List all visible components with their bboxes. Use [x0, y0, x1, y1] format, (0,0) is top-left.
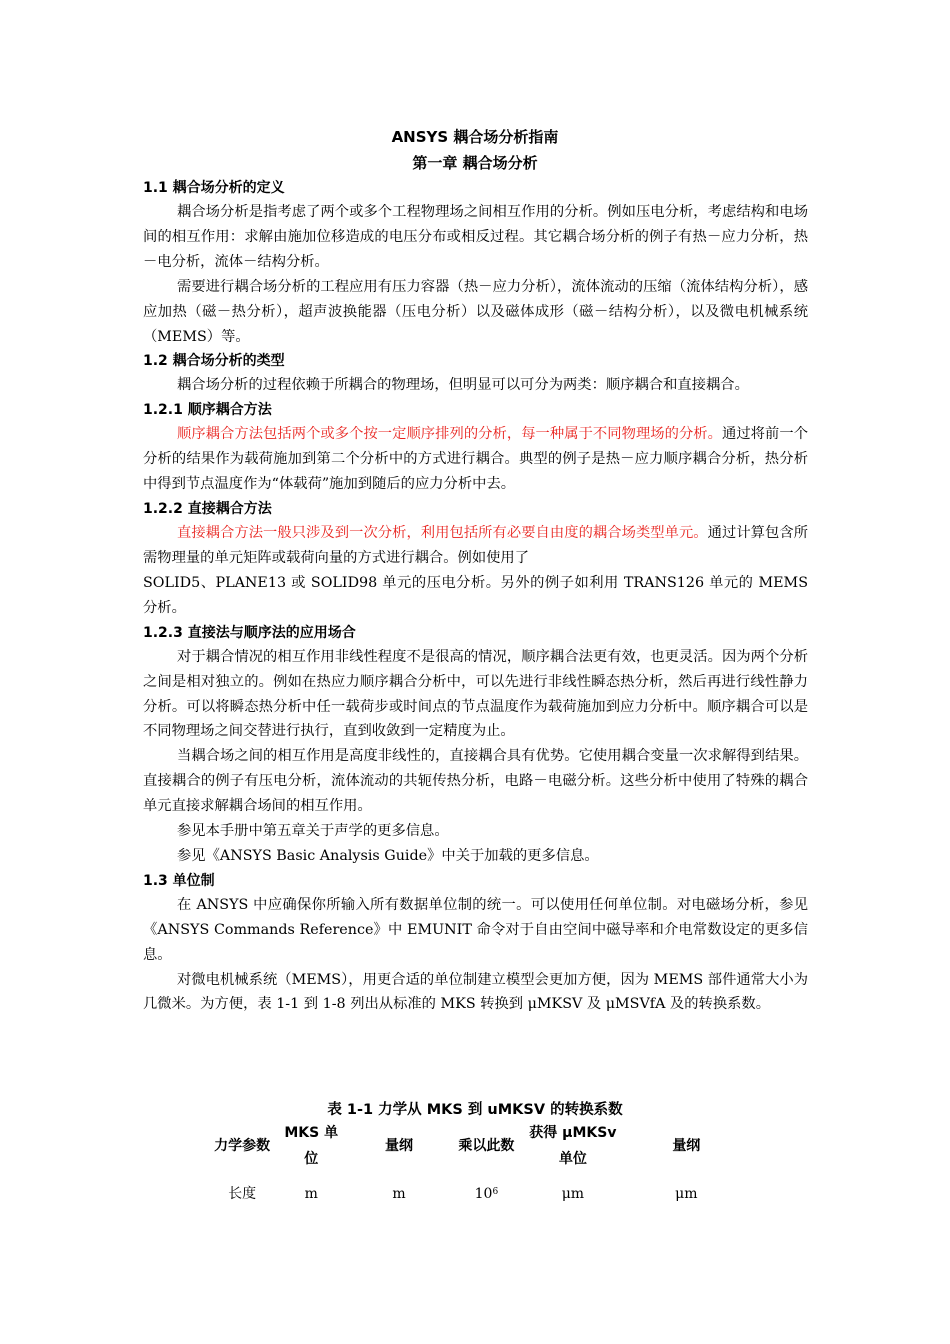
- paragraph: SOLID5、PLANE13 或 SOLID98 单元的压电分析。另外的例子如利用 TRANS126 单元的 MEMS 分析。: [143, 574, 808, 616]
- conversion-table: [206, 1120, 746, 1206]
- column-header: MKS 单位: [284, 1125, 339, 1167]
- paragraph: [143, 521, 808, 571]
- paragraph: 参见本手册中第五章关于声学的更多信息。: [177, 823, 449, 840]
- paragraph: [143, 422, 808, 497]
- section-heading-1-1: 1.1 耦合场分析的定义: [143, 180, 285, 196]
- section-heading-1-2-3: 1.2.3 直接法与顺序法的应用场合: [143, 624, 356, 641]
- paragraph: 对微电机械系统（MEMS），用更合适的单位制建立模型会更加方便，因为 MEMS 部件通常大小为几微米。为方便，表 1-1 到 1-8 列出从标准的 MKS 转换到 μMKSV 及 μMSVfA 及的转换系数。: [143, 971, 808, 1013]
- table-cell: μm: [675, 1186, 698, 1202]
- paragraph: 在 ANSYS 中应确保你所输入所有数据单位制的统一。可以使用任何单位制。对电磁场分析，参见《ANSYS Commands Reference》中 EMUNIT 命令对于自由空间中磁导率和介电常数设定的更多信息。: [143, 896, 808, 963]
- column-header: 力学参数: [214, 1138, 271, 1154]
- column-header: 量纲: [672, 1138, 701, 1154]
- paragraph: 耦合场分析是指考虑了两个或多个工程物理场之间相互作用的分析。例如压电分析，考虑结构和电场间的相互作用：求解由施加位移造成的电压分布或相反过程。其它耦合场分析的例子有热－应力分析，热－电分析，流体－结构分析。: [143, 204, 808, 270]
- table-cell: [454, 1172, 519, 1206]
- multiplier-base: 10: [474, 1186, 493, 1202]
- column-header: 乘以此数: [458, 1138, 515, 1154]
- document-body: [143, 176, 808, 1017]
- table-header-row: [206, 1120, 746, 1172]
- table-caption: 表 1-1 力学从 MKS 到 uMKSV 的转换系数: [327, 1102, 623, 1118]
- paragraph: 当耦合场之间的相互作用是高度非线性的，直接耦合具有优势。它使用耦合变量一次求解得到结果。直接耦合的例子有压电分析，流体流动的共轭传热分析，电路－电磁分析。这些分析中使用了特殊的耦合单元直接求解耦合场间的相互作用。: [143, 748, 808, 815]
- section-heading-1-2-2: 1.2.2 直接耦合方法: [143, 501, 272, 518]
- paragraph-text: 通过计算包含所需物理量的单元矩阵或载荷向量的方式进行耦合。例如使用了: [143, 525, 809, 566]
- table-row: [206, 1172, 746, 1206]
- table-cell: μm: [561, 1186, 585, 1202]
- table-cell: m: [304, 1186, 318, 1202]
- section-heading-1-2: 1.2 耦合场分析的类型: [143, 353, 285, 370]
- paragraph: 对于耦合情况的相互作用非线性程度不是很高的情况，顺序耦合法更有效，也更灵活。因为两个分析之间是相对独立的。例如在热应力顺序耦合分析中，可以先进行非线性瞬态热分析，然后再进行线性静力分析。可以将瞬态热分析中任一载荷步或时间点的节点温度作为载荷施加到应力分析中。顺序耦合可以是不同物理场之间交替进行执行，直到收敛到一定精度为止。: [143, 648, 808, 740]
- paragraph: 参见《ANSYS Basic Analysis Guide》中关于加载的更多信息。: [177, 847, 599, 864]
- table-cell: m: [392, 1186, 406, 1202]
- paragraph: 耦合场分析的过程依赖于所耦合的物理场，但明显可以可分为两类：顺序耦合和直接耦合。: [177, 377, 749, 394]
- table-cell: 长度: [228, 1186, 257, 1202]
- section-heading-1-3: 1.3 单位制: [143, 872, 215, 889]
- highlighted-text: 直接耦合方法一般只涉及到一次分析，利用包括所有必要自由度的耦合场类型单元。: [177, 525, 708, 542]
- column-header: 量纲: [385, 1138, 414, 1154]
- paragraph-text: 通过将前一个分析的结果作为载荷施加到第二个分析中的方式进行耦合。典型的例子是热－应力顺序耦合分析，热分析中得到节点温度作为“体载荷”施加到随后的应力分析中去。: [143, 426, 809, 493]
- document-title: ANSYS 耦合场分析指南: [391, 128, 559, 146]
- chapter-title: 第一章 耦合场分析: [412, 154, 538, 172]
- paragraph: 需要进行耦合场分析的工程应用有压力容器（热－应力分析），流体流动的压缩（流体结构分析），感应加热（磁－热分析），超声波换能器（压电分析）以及磁体成形（磁－结构分析），以及微电机械系统（MEMS）等。: [143, 278, 808, 345]
- column-header: 获得 μMKSv 单位: [529, 1125, 617, 1167]
- multiplier-exponent: 6: [492, 1187, 499, 1197]
- section-heading-1-2-1: 1.2.1 顺序耦合方法: [143, 402, 272, 419]
- highlighted-text: 顺序耦合方法包括两个或多个按一定顺序排列的分析，每一种属于不同物理场的分析。: [177, 426, 722, 443]
